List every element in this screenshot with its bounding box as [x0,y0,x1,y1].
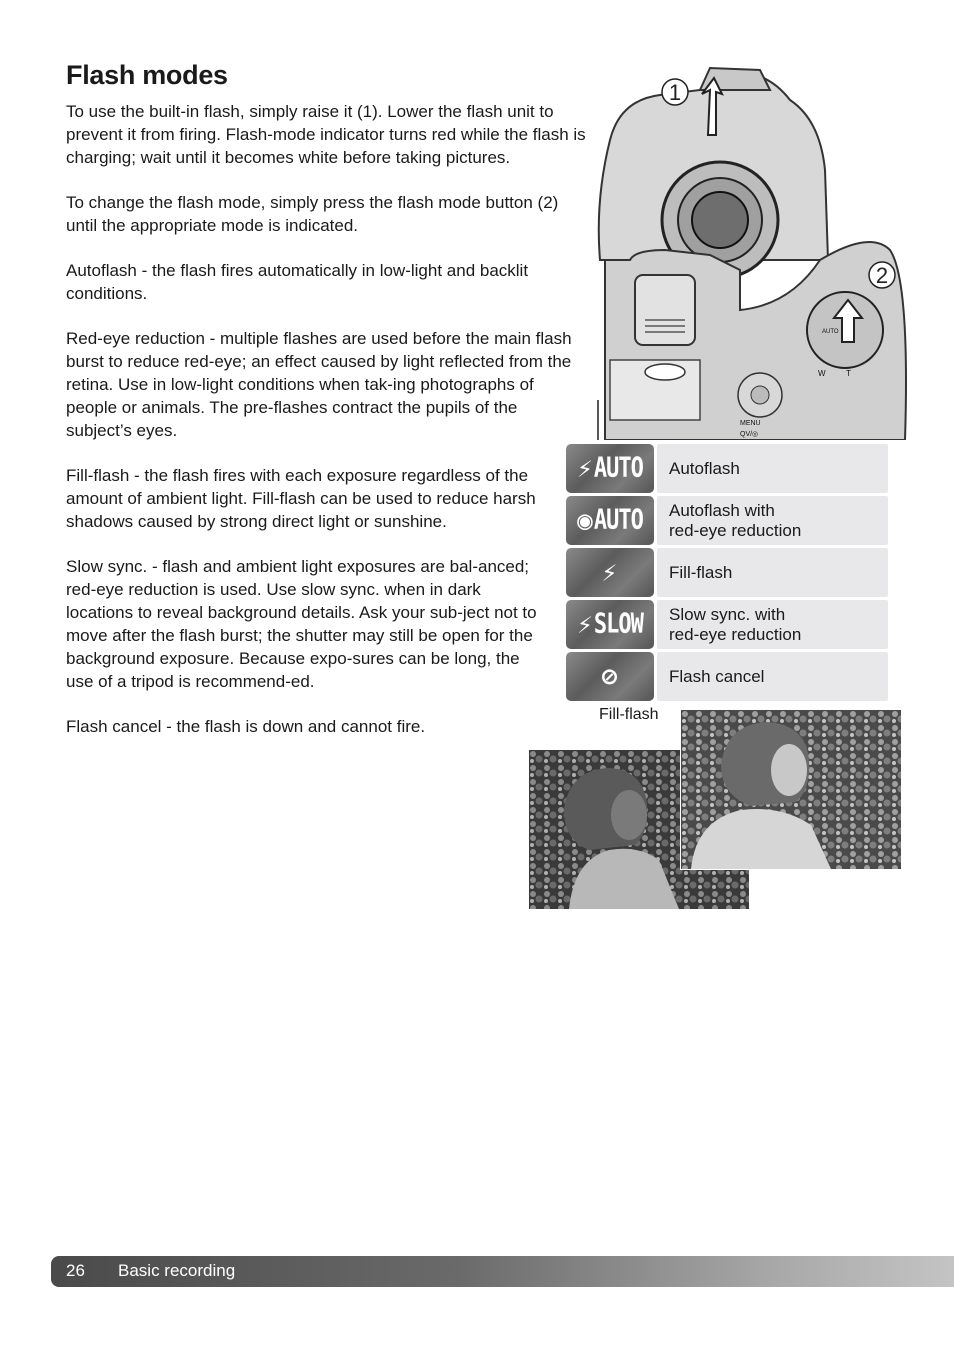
mode-row-autoflash [566,444,888,493]
flash-mode-table [566,444,888,704]
mode-label: Autoflash [657,444,888,493]
paragraph-fill-flash: Fill-flash - the flash fires with each exposure regardless of the amount of ambient light. Fill-flash can be used to reduce harsh shadows caused by strong direct light or sunshine. [66,466,536,531]
zoom-t-label: T [846,369,851,378]
paragraph-slow-sync: Slow sync. - flash and ambient light exposures are bal-anced; red-eye reduction is used. Use slow sync. when in dark locations to reveal background details. Ask your sub-ject not to move after the flash burst; the shutter may still be open for the background exposure. Because expo-sures can be long, the use of a tripod is recommend-ed. [66,557,537,691]
mode-row-slow-sync [566,600,888,649]
flash-cancel-icon: ⊘ [566,652,654,701]
mode-row-flash-cancel [566,652,888,701]
callout-1: 1 [668,80,682,105]
paragraph-red-eye: Red-eye reduction - multiple flashes are used before the main flash burst to reduce red-eye; an effect caused by light reflected from the retina. Use in low-light conditions when tak-ing photographs of people or animals. The pre-flashes contract the pupils of the subject’s eyes. [66,329,572,440]
page-title: Flash modes [66,60,228,90]
red-eye-autoflash-icon: ◉ AUTO [566,496,654,545]
dial-auto-label: AUTO [822,329,839,335]
page-number: 26 [66,1261,85,1280]
menu-button-label: MENU [740,420,761,427]
zoom-w-label: W [818,369,826,378]
paragraph-autoflash: Autoflash - the flash fires automatically in low-light and backlit conditions. [66,261,529,303]
paragraph-change-mode: To change the flash mode, simply press the flash mode button (2) until the appropriate mode is indicated. [66,193,559,235]
slow-sync-icon: ⚡ SLOW [566,600,654,649]
mode-label: Fill-flash [657,548,888,597]
qv-button-label: QV/◎ [740,431,759,438]
mode-label: Autoflash with red-eye reduction [657,496,888,545]
photo-caption: Fill-flash [599,706,659,723]
fill-flash-icon: ⚡ [566,548,654,597]
mode-row-red-eye [566,496,888,545]
mode-label: Slow sync. with red-eye reduction [657,600,888,649]
mode-label: Flash cancel [657,652,888,701]
paragraph-flash-cancel: Flash cancel - the flash is down and cannot fire. [66,717,426,736]
paragraph-intro: To use the built-in flash, simply raise it (1). Lower the flash unit to prevent it from firing. Flash-mode indicator turns red while the flash is charging; wait until it becomes white before taking pictures. [66,102,586,167]
camera-illustration [590,60,910,440]
autoflash-icon: ⚡ AUTO [566,444,654,493]
body-text [66,100,586,760]
example-photo-fill-flash [680,709,902,870]
section-name: Basic recording [118,1261,236,1280]
callout-2: 2 [875,263,889,288]
mode-row-fill-flash [566,548,888,597]
